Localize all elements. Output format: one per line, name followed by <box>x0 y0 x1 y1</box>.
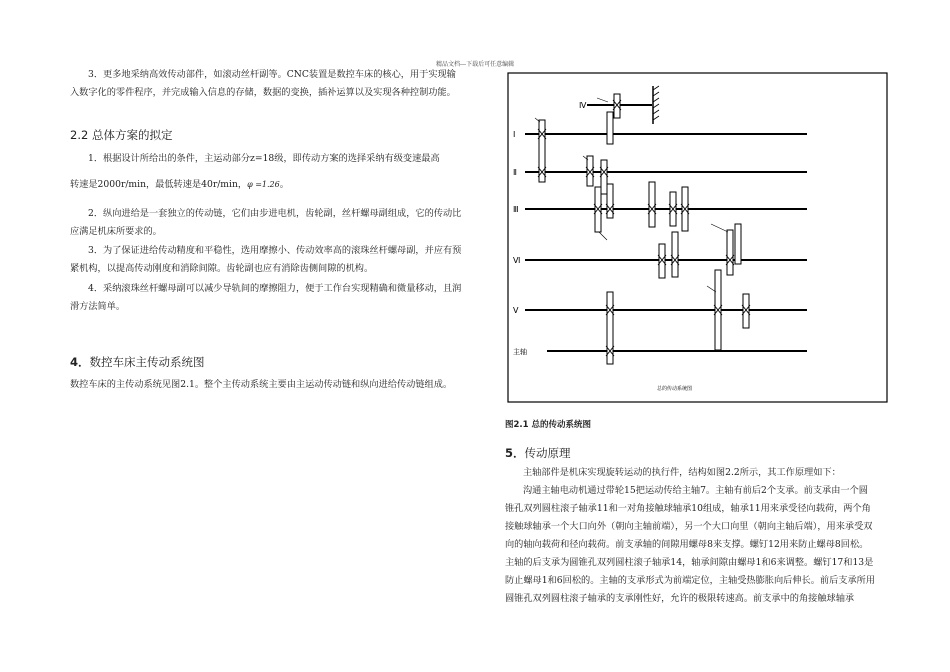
section-5-title <box>505 445 571 461</box>
plan-paragraph-3-wrap <box>70 242 462 278</box>
section-4-title <box>70 354 205 370</box>
plan-p1-line-a: 1．根据设计所给出的条件，主运动部分z=18级，即传动方案的选择采纳有级变速最高 <box>88 153 440 164</box>
gear-block-3 <box>614 94 620 118</box>
principle-body: 沟通主轴电动机通过带轮15把运动传给主轴7。主轴有前后2个支承。前支承由一个圆锥孔双列圆柱滚子轴承11和一对角接触球轴承10组成，轴承11用来承受径向载荷，两个角接触球轴承一个大口向外（朝向主轴前端），另一个大口向里（朝向主轴后端），用来承受双向的轴向载荷和径向载荷。前支承轴的间隙用螺母8来支撑。螺钉12用来防止螺母8回松。主轴的后支承为圆锥孔双列圆柱滚子轴承14，轴承间隙由螺母1和6来调整。螺钉17和13是防止螺母1和6回松的。主轴的支承形式为前端定位，主轴受热膨胀向后伸长。前后支承所用圆锥孔双列圆柱滚子轴承的支承刚性好，允许的极限转速高。前支承中的角接触球轴承 <box>505 485 876 604</box>
plan-paragraph-4-wrap <box>70 280 462 316</box>
plan-p1-speeds: 转速是2000r/min，最低转速是40r/min， <box>70 179 248 190</box>
figure-caption: 图2.1 总的传动系统图 <box>505 420 592 430</box>
phi-value: φ =1.26 <box>247 180 280 189</box>
shaft-label-6: Ⅵ <box>513 256 521 265</box>
shaft-label-2: Ⅱ <box>513 168 517 177</box>
page-header: 精品文档---下载后可任意编辑 <box>436 61 515 68</box>
shaft-label-3: Ⅲ <box>513 205 519 214</box>
gear-block-8 <box>649 182 655 227</box>
plan-p1-end: 。 <box>279 179 289 190</box>
plan-paragraph-3: 3．为了保证进给传动精度和平稳性，选用摩擦小、传动效率高的滚珠丝杆螺母副，并应有预紧机构，以提高传动刚度和消除间隙。齿轮副也应有消除齿侧间隙的机构。 <box>70 245 462 274</box>
gear-block-14 <box>735 224 741 264</box>
plan-paragraph-2-wrap <box>70 205 462 241</box>
plan-p1-line-b <box>70 176 462 194</box>
gear-block-12 <box>672 232 678 277</box>
section-4-body: 数控车床的主传动系统见图2.1。整个主传动系统主要由主运动传动链和纵向进给传动链组成。 <box>70 379 453 390</box>
figure-inner-caption: 总的传动系统图 <box>657 386 693 392</box>
gear-block-16 <box>743 294 749 328</box>
shaft-label-5: Ⅴ <box>513 306 519 315</box>
wall-hatch <box>653 86 659 120</box>
section-5-text: 传动原理 <box>524 446 571 460</box>
section-4-body-wrap <box>70 376 462 394</box>
principle-intro: 主轴部件是机床实现旋转运动的执行件，结构如图2.2所示，其工作原理如下： <box>523 467 841 478</box>
right-text-column <box>505 464 877 608</box>
section-4-number: 4． <box>70 355 90 369</box>
section-2-2-title: 2.2 总体方案的拟定 <box>70 128 173 142</box>
gear-block-2 <box>601 160 607 194</box>
item-3-paragraph: 3．更多地采纳高效传动部件，如滚动丝杆副等。CNC装置是数控车床的核心，用于实现输入数字化的零件程序，并完成输入信息的存储，数据的变换，插补运算以及实现各种控制功能。 <box>70 69 456 98</box>
figure-frame <box>508 73 887 402</box>
spindle-label: 主轴 <box>513 348 527 356</box>
plan-paragraph-1 <box>70 150 462 194</box>
gear-block-13 <box>727 230 733 275</box>
transmission-diagram <box>507 72 890 407</box>
gear-block-7 <box>607 184 613 218</box>
leader-lines <box>535 98 728 292</box>
shaft-label-1: Ⅰ <box>513 130 516 139</box>
plan-paragraph-2: 2．纵向进给是一套独立的传动链，它们由步进电机，齿轮副，丝杆螺母副组成，它的传动比应满足机床所要求的。 <box>70 208 462 237</box>
gear-block-11 <box>659 244 665 278</box>
plan-paragraph-4: 4．采纳滚珠丝杆螺母副可以减少导轨间的摩擦阻力，便于工作台实现精确和微量移动，且润滑方法简单。 <box>70 283 462 312</box>
gear-block-5 <box>587 156 593 186</box>
section-4-text: 数控车床主传动系统图 <box>89 355 205 369</box>
gear-block-4 <box>607 112 613 144</box>
section-5-number: 5． <box>505 446 525 460</box>
shaft-label-4: Ⅳ <box>579 101 587 110</box>
left-column <box>70 66 462 102</box>
